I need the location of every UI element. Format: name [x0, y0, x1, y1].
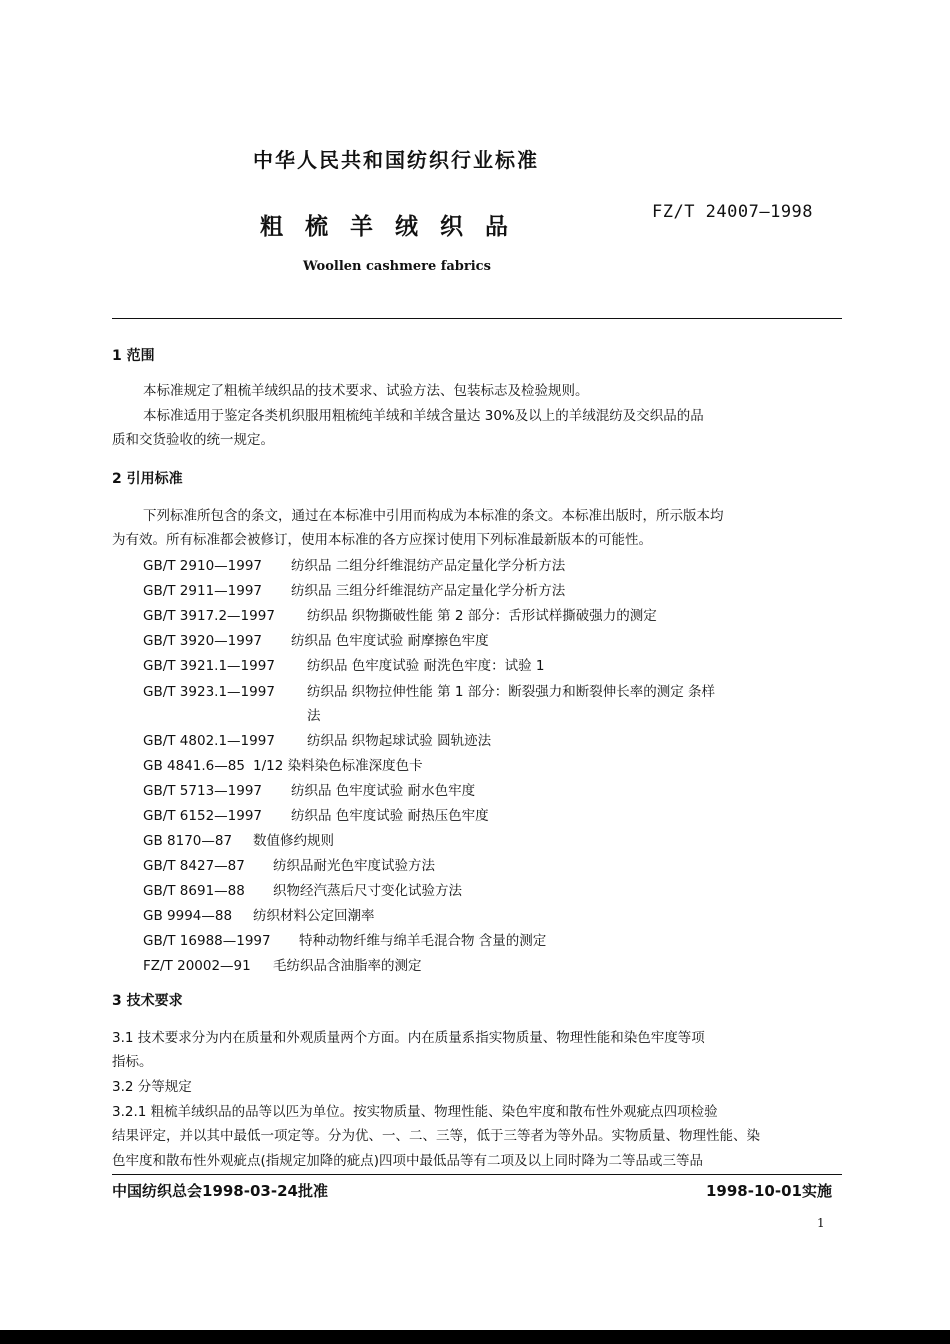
reference-item: GB 9994—88 纺织材料公定回潮率: [143, 908, 375, 924]
reference-item: GB/T 3923.1—1997 纺织品 织物拉伸性能 第 1 部分：断裂强力和断裂伸长率的测定 条样: [143, 684, 716, 700]
section-2-heading: 2 引用标准: [112, 471, 183, 487]
reference-item: GB/T 3921.1—1997 纺织品 色牢度试验 耐洗色牢度：试验 1: [143, 658, 545, 674]
reference-item: GB 4841.6—85 1/12 染料染色标准深度色卡: [143, 758, 423, 774]
footer-divider: [112, 1174, 842, 1175]
section-3-heading: 3 技术要求: [112, 993, 183, 1009]
document-title: 粗梳羊绒织品: [260, 214, 530, 240]
reference-item: FZ/T 20002—91 毛纺织品含油脂率的测定: [143, 958, 422, 974]
reference-item: GB 8170—87 数值修约规则: [143, 833, 334, 849]
approval-date: 中国纺织总会1998-03-24批准: [112, 1182, 328, 1200]
section-1-heading: 1 范围: [112, 348, 155, 364]
clause-3-2-1-line-2: 结果评定，并以其中最低一项定等。分为优、一、二、三等，低于三等者为等外品。实物质量、物理性能、染: [112, 1128, 760, 1144]
reference-item: GB/T 8427—87 纺织品耐光色牢度试验方法: [143, 858, 435, 874]
scan-bottom-edge: [0, 1330, 950, 1344]
reference-item: GB/T 4802.1—1997 纺织品 织物起球试验 圆轨迹法: [143, 733, 492, 749]
document-subtitle: Woollen cashmere fabrics: [303, 259, 491, 274]
section-2-para-line-1: 下列标准所包含的条文，通过在本标准中引用而构成为本标准的条文。本标准出版时，所示版本均: [143, 508, 724, 524]
reference-item: GB/T 6152—1997 纺织品 色牢度试验 耐热压色牢度: [143, 808, 489, 824]
section-1-para-1: 本标准规定了粗梳羊绒织品的技术要求、试验方法、包装标志及检验规则。: [143, 383, 589, 399]
reference-item: GB/T 3920—1997 纺织品 色牢度试验 耐摩擦色牢度: [143, 633, 489, 649]
clause-3-2: 3.2 分等规定: [112, 1079, 192, 1095]
page-number: 1: [817, 1216, 825, 1230]
section-1-para-2-line-1: 本标准适用于鉴定各类机织服用粗梳纯羊绒和羊绒含量达 30%及以上的羊绒混纺及交织品的品: [143, 408, 704, 424]
section-1-para-2-line-2: 质和交货验收的统一规定。: [112, 432, 274, 448]
reference-item-continuation: 法: [307, 708, 321, 724]
reference-item: GB/T 8691—88 织物经汽蒸后尺寸变化试验方法: [143, 883, 462, 899]
clause-3-2-1-line-1: 3.2.1 粗梳羊绒织品的品等以匹为单位。按实物质量、物理性能、染色牢度和散布性外观疵点四项检验: [112, 1104, 718, 1120]
reference-item: GB/T 2910—1997 纺织品 二组分纤维混纺产品定量化学分析方法: [143, 558, 566, 574]
reference-item: GB/T 5713—1997 纺织品 色牢度试验 耐水色牢度: [143, 783, 476, 799]
effective-date: 1998-10-01实施: [706, 1182, 832, 1200]
section-2-para-line-2: 为有效。所有标准都会被修订，使用本标准的各方应探讨使用下列标准最新版本的可能性。: [112, 532, 652, 548]
clause-3-1-line-2: 指标。: [112, 1054, 153, 1070]
clause-3-1-line-1: 3.1 技术要求分为内在质量和外观质量两个方面。内在质量系指实物质量、物理性能和染色牢度等项: [112, 1030, 705, 1046]
reference-item: GB/T 3917.2—1997 纺织品 织物撕破性能 第 2 部分：舌形试样撕破强力的测定: [143, 608, 657, 624]
clause-3-2-1-line-3: 色牢度和散布性外观疵点(指规定加降的疵点)四项中最低品等有二项及以上同时降为二等品或三等品: [112, 1153, 704, 1169]
org-title: 中华人民共和国纺织行业标准: [253, 148, 539, 172]
reference-item: GB/T 2911—1997 纺织品 三组分纤维混纺产品定量化学分析方法: [143, 583, 566, 599]
standard-code: FZ/T 24007—1998: [652, 202, 814, 222]
header-divider: [112, 318, 842, 319]
reference-item: GB/T 16988—1997 特种动物纤维与绵羊毛混合物 含量的测定: [143, 933, 547, 949]
